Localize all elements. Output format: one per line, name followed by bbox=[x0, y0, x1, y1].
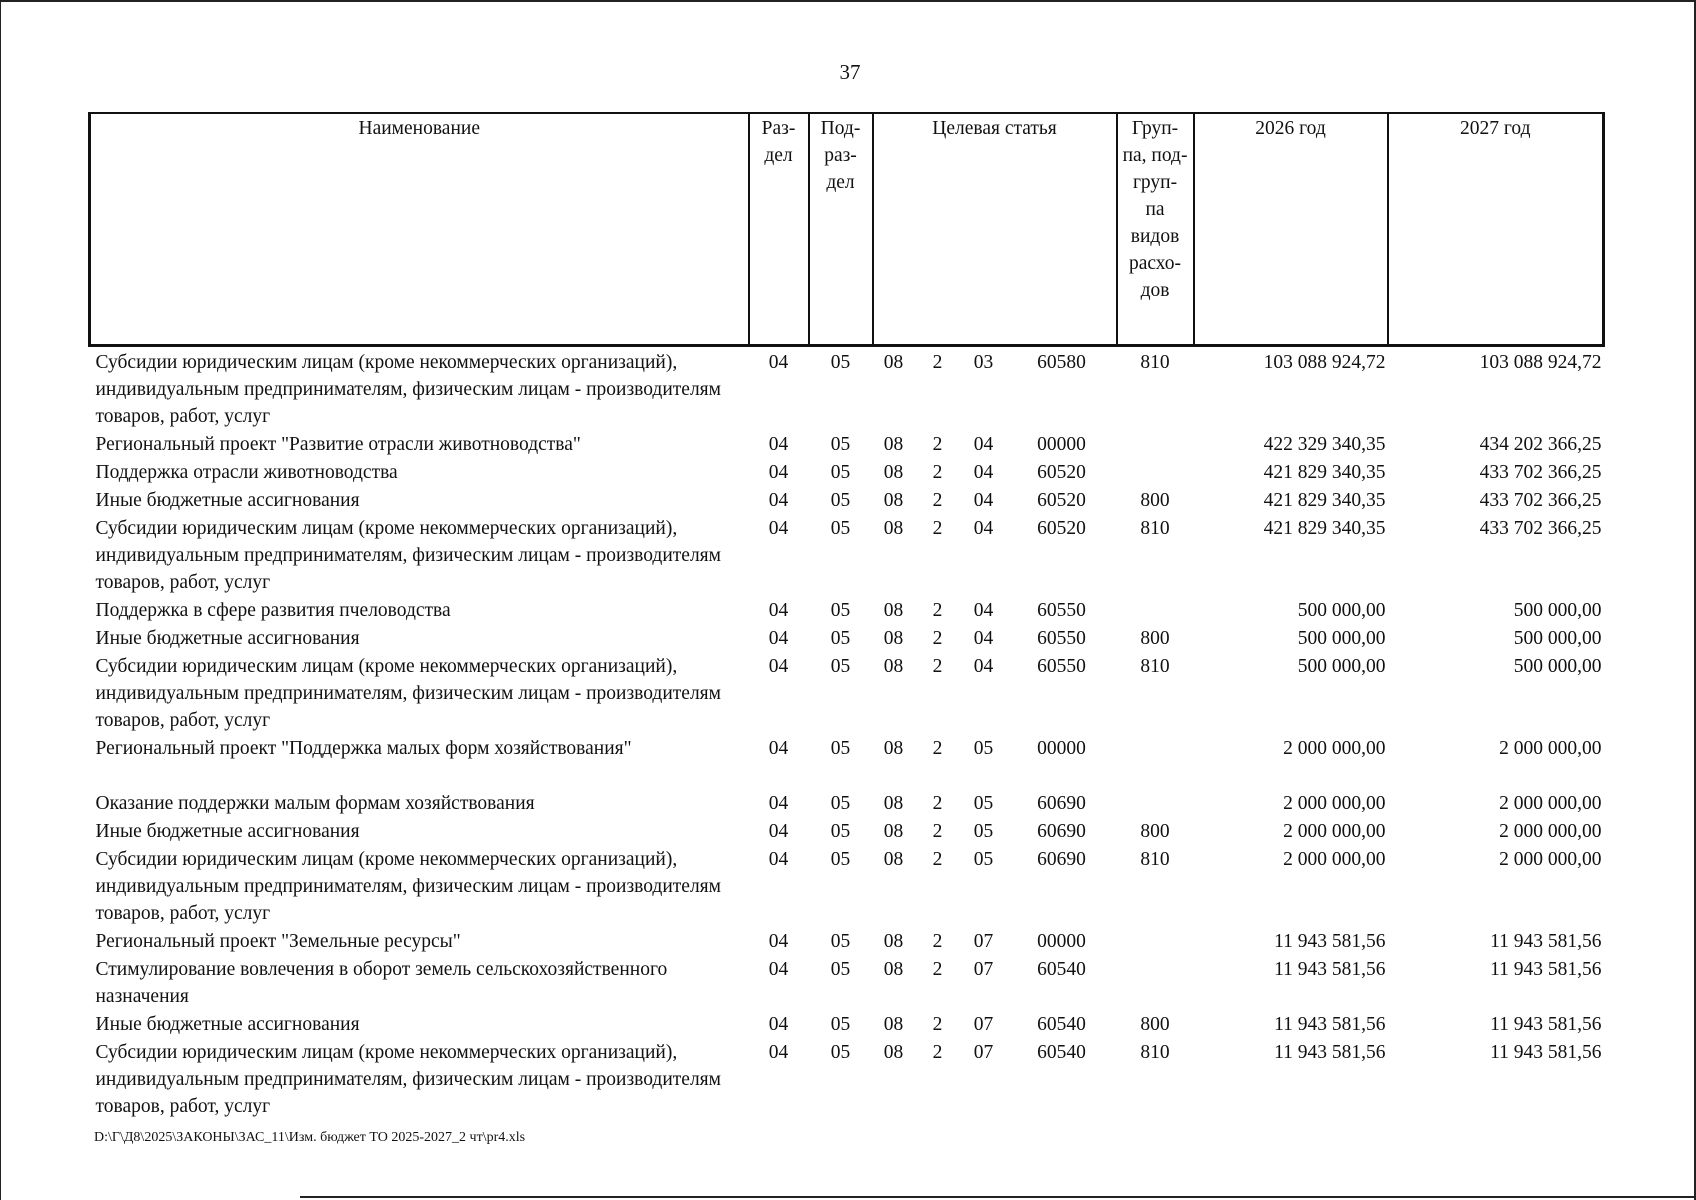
header-expense-group-line: Груп- bbox=[1131, 118, 1179, 139]
row-section: 04 bbox=[768, 849, 789, 870]
table-body bbox=[90, 346, 1604, 1122]
row-amount-2027: 2 000 000,00 bbox=[1499, 849, 1602, 870]
row-section: 04 bbox=[768, 490, 789, 511]
row-target-subprogram: 07 bbox=[973, 931, 994, 952]
row-target-type: 2 bbox=[932, 821, 943, 842]
table-row bbox=[90, 515, 1604, 597]
table-row bbox=[90, 459, 1604, 487]
row-expense-group bbox=[1117, 431, 1194, 459]
row-target-type: 2 bbox=[932, 490, 943, 511]
row-section: 04 bbox=[768, 821, 789, 842]
row-target-type: 2 bbox=[932, 628, 943, 649]
row-section: 04 bbox=[768, 1042, 789, 1063]
row-target-type: 2 bbox=[932, 1042, 943, 1063]
file-path-footer: D:\Г\Д8\2025\ЗАКОНЫ\ЗАС_11\Изм. бюджет ТО 2025-2027_2 чт\pr4.xls bbox=[94, 1130, 526, 1145]
table-row bbox=[90, 597, 1604, 625]
header-expense-group-line: па, под- bbox=[1122, 145, 1188, 166]
row-target-direction: 60550 bbox=[1037, 656, 1086, 677]
row-target-subprogram: 07 bbox=[973, 1014, 994, 1035]
row-target-direction: 60690 bbox=[1037, 821, 1086, 842]
header-section bbox=[749, 113, 809, 346]
table-row bbox=[90, 735, 1604, 790]
row-subsection: 05 bbox=[830, 1042, 851, 1063]
row-amount-2027: 433 702 366,25 bbox=[1479, 490, 1602, 511]
table-row bbox=[90, 431, 1604, 459]
table-row bbox=[90, 956, 1604, 1011]
row-amount-2026: 2 000 000,00 bbox=[1283, 821, 1386, 842]
row-name: Региональный проект "Поддержка малых форм хозяйствования" bbox=[95, 738, 632, 759]
row-target-subprogram: 04 bbox=[973, 628, 994, 649]
row-amount-2027: 11 943 581,56 bbox=[1490, 959, 1602, 980]
row-expense-group bbox=[1117, 790, 1194, 818]
row-expense-group: 800 bbox=[1140, 1014, 1170, 1035]
row-target-program: 08 bbox=[883, 1014, 904, 1035]
row-subsection: 05 bbox=[830, 600, 851, 621]
row-name: Субсидии юридическим лицам (кроме некоммерческих организаций), индивидуальным предпринимателям, физическим лицам - производителям товаров, работ, услуг bbox=[95, 849, 721, 924]
table-row bbox=[90, 818, 1604, 846]
row-target-direction: 00000 bbox=[1037, 931, 1086, 952]
row-target-program: 08 bbox=[883, 738, 904, 759]
row-target-program: 08 bbox=[883, 490, 904, 511]
row-target-direction: 60690 bbox=[1037, 793, 1086, 814]
row-name: Субсидии юридическим лицам (кроме некоммерческих организаций), индивидуальным предпринимателям, физическим лицам - производителям товаров, работ, услуг bbox=[95, 656, 721, 731]
row-target-program: 08 bbox=[883, 821, 904, 842]
table-row bbox=[90, 1039, 1604, 1121]
row-target-type: 2 bbox=[932, 738, 943, 759]
row-target-type: 2 bbox=[932, 849, 943, 870]
table-header-row bbox=[90, 113, 1604, 346]
row-target-program: 08 bbox=[883, 462, 904, 483]
header-expense-group-line: дов bbox=[1140, 280, 1170, 301]
row-target-direction: 60540 bbox=[1037, 1014, 1086, 1035]
row-target-program: 08 bbox=[883, 600, 904, 621]
row-target-subprogram: 04 bbox=[973, 462, 994, 483]
row-name: Субсидии юридическим лицам (кроме некоммерческих организаций), индивидуальным предпринимателям, физическим лицам - производителям товаров, работ, услуг bbox=[95, 352, 721, 427]
row-amount-2027: 500 000,00 bbox=[1513, 656, 1602, 677]
page-number: 37 bbox=[839, 60, 861, 84]
row-amount-2026: 2 000 000,00 bbox=[1283, 849, 1386, 870]
row-amount-2027: 500 000,00 bbox=[1513, 628, 1602, 649]
row-target-direction: 60520 bbox=[1037, 462, 1086, 483]
row-section: 04 bbox=[768, 628, 789, 649]
table-row bbox=[90, 790, 1604, 818]
row-section: 04 bbox=[768, 793, 789, 814]
row-name: Поддержка отрасли животноводства bbox=[95, 462, 398, 483]
row-expense-group: 810 bbox=[1140, 1042, 1170, 1063]
row-section: 04 bbox=[768, 434, 789, 455]
row-name: Региональный проект "Земельные ресурсы" bbox=[95, 931, 461, 952]
table-row bbox=[90, 487, 1604, 515]
row-target-direction: 60540 bbox=[1037, 959, 1086, 980]
row-target-type: 2 bbox=[932, 600, 943, 621]
row-target-program: 08 bbox=[883, 959, 904, 980]
row-name: Субсидии юридическим лицам (кроме некоммерческих организаций), индивидуальным предпринимателям, физическим лицам - производителям товаров, работ, услуг bbox=[95, 1042, 721, 1117]
row-amount-2027: 500 000,00 bbox=[1513, 600, 1602, 621]
row-target-direction: 00000 bbox=[1037, 738, 1086, 759]
row-section: 04 bbox=[768, 931, 789, 952]
header-name: Наименование bbox=[90, 113, 749, 346]
header-year-2026: 2026 год bbox=[1194, 113, 1388, 346]
row-section: 04 bbox=[768, 738, 789, 759]
row-amount-2027: 2 000 000,00 bbox=[1499, 738, 1602, 759]
row-target-type: 2 bbox=[932, 793, 943, 814]
row-amount-2026: 421 829 340,35 bbox=[1263, 518, 1386, 539]
row-target-type: 2 bbox=[932, 931, 943, 952]
row-target-direction: 60580 bbox=[1037, 352, 1086, 373]
row-subsection: 05 bbox=[830, 959, 851, 980]
row-subsection: 05 bbox=[830, 656, 851, 677]
header-subsection-line: Под- bbox=[820, 118, 861, 139]
row-target-type: 2 bbox=[932, 462, 943, 483]
row-target-direction: 00000 bbox=[1037, 434, 1086, 455]
row-target-program: 08 bbox=[883, 931, 904, 952]
row-expense-group bbox=[1117, 459, 1194, 487]
row-amount-2026: 2 000 000,00 bbox=[1283, 738, 1386, 759]
row-target-subprogram: 04 bbox=[973, 600, 994, 621]
page-border-top bbox=[0, 0, 1696, 2]
row-amount-2026: 103 088 924,72 bbox=[1263, 352, 1386, 373]
row-section: 04 bbox=[768, 352, 789, 373]
header-subsection-line: раз- bbox=[824, 145, 857, 166]
row-target-subprogram: 05 bbox=[973, 821, 994, 842]
table-row bbox=[90, 653, 1604, 735]
row-name: Иные бюджетные ассигнования bbox=[95, 490, 360, 511]
row-name: Иные бюджетные ассигнования bbox=[95, 821, 360, 842]
row-name: Региональный проект "Развитие отрасли животноводства" bbox=[95, 434, 581, 455]
row-target-program: 08 bbox=[883, 1042, 904, 1063]
row-expense-group: 810 bbox=[1140, 656, 1170, 677]
header-expense-group-line: па bbox=[1145, 199, 1165, 220]
row-target-subprogram: 04 bbox=[973, 434, 994, 455]
row-target-type: 2 bbox=[932, 518, 943, 539]
row-expense-group: 810 bbox=[1140, 849, 1170, 870]
row-target-program: 08 bbox=[883, 518, 904, 539]
header-expense-group-line: видов bbox=[1130, 226, 1180, 247]
row-expense-group bbox=[1117, 928, 1194, 956]
table-row bbox=[90, 846, 1604, 928]
table-row bbox=[90, 928, 1604, 956]
row-target-type: 2 bbox=[932, 656, 943, 677]
row-amount-2027: 434 202 366,25 bbox=[1479, 434, 1602, 455]
row-section: 04 bbox=[768, 518, 789, 539]
row-amount-2026: 421 829 340,35 bbox=[1263, 490, 1386, 511]
row-amount-2026: 422 329 340,35 bbox=[1263, 434, 1386, 455]
row-target-program: 08 bbox=[883, 793, 904, 814]
row-expense-group: 800 bbox=[1140, 821, 1170, 842]
row-amount-2026: 11 943 581,56 bbox=[1274, 931, 1386, 952]
page-border-bottom bbox=[300, 1196, 1696, 1198]
row-expense-group: 810 bbox=[1140, 352, 1170, 373]
table-row bbox=[90, 346, 1604, 432]
row-amount-2027: 103 088 924,72 bbox=[1479, 352, 1602, 373]
row-subsection: 05 bbox=[830, 738, 851, 759]
header-section-line: дел bbox=[764, 145, 793, 166]
row-target-direction: 60520 bbox=[1037, 518, 1086, 539]
row-subsection: 05 bbox=[830, 462, 851, 483]
row-name: Поддержка в сфере развития пчеловодства bbox=[95, 600, 451, 621]
row-target-direction: 60540 bbox=[1037, 1042, 1086, 1063]
row-target-subprogram: 07 bbox=[973, 1042, 994, 1063]
row-name: Субсидии юридическим лицам (кроме некоммерческих организаций), индивидуальным предпринимателям, физическим лицам - производителям товаров, работ, услуг bbox=[95, 518, 721, 593]
row-section: 04 bbox=[768, 462, 789, 483]
row-target-subprogram: 03 bbox=[973, 352, 994, 373]
row-amount-2027: 11 943 581,56 bbox=[1490, 1014, 1602, 1035]
header-year-2027: 2027 год bbox=[1388, 113, 1604, 346]
row-amount-2027: 2 000 000,00 bbox=[1499, 793, 1602, 814]
row-target-direction: 60550 bbox=[1037, 600, 1086, 621]
row-amount-2026: 11 943 581,56 bbox=[1274, 1014, 1386, 1035]
row-amount-2026: 2 000 000,00 bbox=[1283, 793, 1386, 814]
row-amount-2027: 11 943 581,56 bbox=[1490, 1042, 1602, 1063]
row-target-type: 2 bbox=[932, 1014, 943, 1035]
row-subsection: 05 bbox=[830, 434, 851, 455]
header-expense-group-line: груп- bbox=[1132, 172, 1178, 193]
row-amount-2027: 433 702 366,25 bbox=[1479, 518, 1602, 539]
row-target-program: 08 bbox=[883, 628, 904, 649]
table-row bbox=[90, 1011, 1604, 1039]
row-target-subprogram: 04 bbox=[973, 518, 994, 539]
row-target-subprogram: 04 bbox=[973, 490, 994, 511]
table-row bbox=[90, 625, 1604, 653]
header-expense-group-line: расхо- bbox=[1129, 253, 1182, 274]
row-amount-2026: 421 829 340,35 bbox=[1263, 462, 1386, 483]
row-target-direction: 60520 bbox=[1037, 490, 1086, 511]
row-target-subprogram: 04 bbox=[973, 656, 994, 677]
row-section: 04 bbox=[768, 600, 789, 621]
row-target-subprogram: 07 bbox=[973, 959, 994, 980]
row-section: 04 bbox=[768, 1014, 789, 1035]
row-target-subprogram: 05 bbox=[973, 849, 994, 870]
row-target-subprogram: 05 bbox=[973, 738, 994, 759]
header-target-article: Целевая статья bbox=[873, 113, 1117, 346]
row-subsection: 05 bbox=[830, 931, 851, 952]
row-target-type: 2 bbox=[932, 959, 943, 980]
row-subsection: 05 bbox=[830, 1014, 851, 1035]
row-section: 04 bbox=[768, 959, 789, 980]
row-target-program: 08 bbox=[883, 434, 904, 455]
header-subsection-line: дел bbox=[826, 172, 855, 193]
row-amount-2027: 433 702 366,25 bbox=[1479, 462, 1602, 483]
budget-table bbox=[88, 112, 1605, 1121]
header-expense-group bbox=[1117, 113, 1194, 346]
row-target-direction: 60550 bbox=[1037, 628, 1086, 649]
row-subsection: 05 bbox=[830, 518, 851, 539]
row-target-program: 08 bbox=[883, 656, 904, 677]
row-name: Иные бюджетные ассигнования bbox=[95, 628, 360, 649]
row-amount-2027: 11 943 581,56 bbox=[1490, 931, 1602, 952]
row-section: 04 bbox=[768, 656, 789, 677]
row-expense-group bbox=[1117, 735, 1194, 790]
row-target-direction: 60690 bbox=[1037, 849, 1086, 870]
row-expense-group bbox=[1117, 597, 1194, 625]
row-expense-group: 800 bbox=[1140, 628, 1170, 649]
row-subsection: 05 bbox=[830, 352, 851, 373]
row-expense-group bbox=[1117, 956, 1194, 1011]
row-target-type: 2 bbox=[932, 434, 943, 455]
row-target-program: 08 bbox=[883, 352, 904, 373]
row-amount-2026: 500 000,00 bbox=[1297, 600, 1386, 621]
row-amount-2026: 11 943 581,56 bbox=[1274, 1042, 1386, 1063]
row-subsection: 05 bbox=[830, 793, 851, 814]
header-section-line: Раз- bbox=[761, 118, 796, 139]
row-target-type: 2 bbox=[932, 352, 943, 373]
row-expense-group: 810 bbox=[1140, 518, 1170, 539]
row-name: Оказание поддержки малым формам хозяйствования bbox=[95, 793, 535, 814]
row-amount-2027: 2 000 000,00 bbox=[1499, 821, 1602, 842]
row-subsection: 05 bbox=[830, 849, 851, 870]
row-target-program: 08 bbox=[883, 849, 904, 870]
row-subsection: 05 bbox=[830, 628, 851, 649]
row-amount-2026: 500 000,00 bbox=[1297, 656, 1386, 677]
row-amount-2026: 500 000,00 bbox=[1297, 628, 1386, 649]
row-name: Иные бюджетные ассигнования bbox=[95, 1014, 360, 1035]
header-subsection bbox=[809, 113, 873, 346]
row-amount-2026: 11 943 581,56 bbox=[1274, 959, 1386, 980]
row-subsection: 05 bbox=[830, 490, 851, 511]
row-subsection: 05 bbox=[830, 821, 851, 842]
row-name: Стимулирование вовлечения в оборот земель сельскохозяйственного назначения bbox=[95, 959, 668, 1007]
row-target-subprogram: 05 bbox=[973, 793, 994, 814]
page-border-left bbox=[0, 0, 1, 1200]
row-expense-group: 800 bbox=[1140, 490, 1170, 511]
